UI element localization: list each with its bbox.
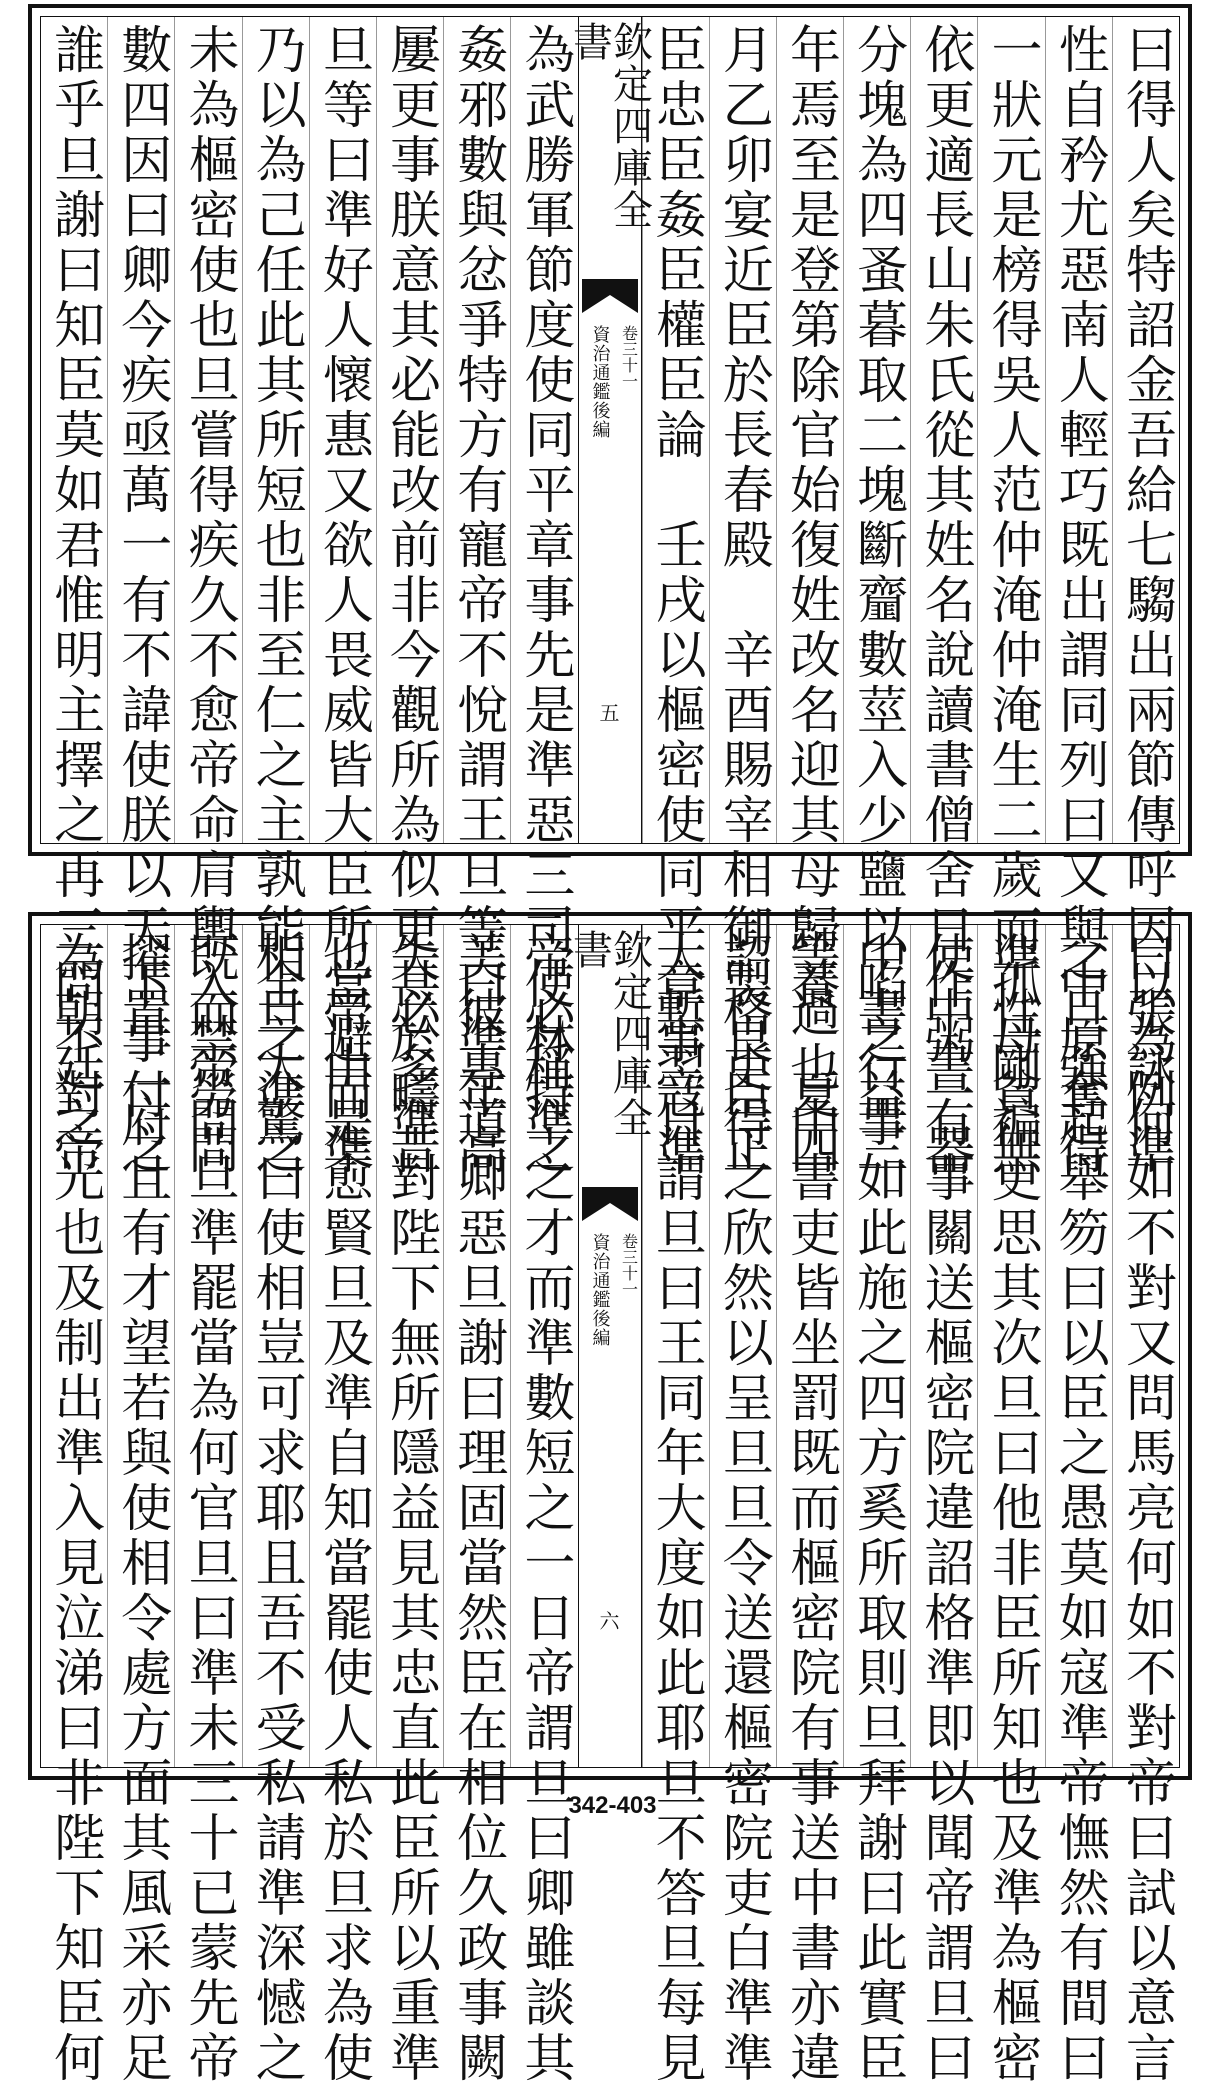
text-column: 也帝由是愈賢旦及準自知當罷使人私於旦求為使 — [309, 925, 376, 1767]
upper-page-frame — [40, 16, 1180, 1178]
leaf-number: 五 — [599, 701, 620, 725]
text-column: 屢更事朕意其必能改前非今觀所為似更甚於疇昔 — [376, 17, 443, 843]
work-title: 資治通鑑後編 — [589, 1233, 611, 1347]
text-column: 年焉至是登第除官始復姓改名迎其母歸養 夏四 — [776, 17, 843, 843]
leaf-number: 六 — [599, 1609, 620, 1633]
text-column: 大慙翌日謂旦曰王同年大度如此耶旦不答旦每見 — [642, 925, 709, 1767]
text-column: 未為樞密使也旦嘗得疾久不愈帝命肩輿入禁勞問 — [174, 17, 241, 843]
text-column: 準性剛褊更思其次旦曰他非臣所知也及準為樞密 — [977, 925, 1044, 1767]
text-column: 一狀元是榜得吳人范仲淹仲淹生二歲而孤母貧無 — [977, 17, 1044, 843]
text-column: 數四因曰卿今疾亟萬一有不諱使朕以天下事付之 — [107, 17, 174, 843]
work-title: 資治通鑑後編 — [589, 325, 611, 439]
text-column: 等過也中書吏皆坐罰既而樞密院有事送中書亦違 — [776, 925, 843, 1767]
book-title: 欽定四庫全書 — [566, 21, 653, 231]
text-column: 中書行事如此施之四方奚所取則旦拜謝曰此實臣 — [843, 925, 910, 1767]
text-column: 為朝廷之光也及制出準入見泣涕曰非陛下知臣何 — [44, 931, 104, 2086]
text-column: 姦邪數與忿爭特方有寵帝不悅謂王旦等曰準年高 — [443, 17, 510, 843]
text-column: 既而帝問旦準罷當為何官旦曰準未三十已蒙先帝 — [174, 925, 241, 1767]
fish-tail-mark-icon — [582, 1187, 638, 1221]
book-title: 欽定四庫全書 — [566, 929, 653, 1139]
juan-number: 卷三十一 — [619, 325, 639, 389]
text-column: 分塊為四蚤暮取二塊斷齏數莖入少鹽以啗之益三 — [843, 17, 910, 843]
text-column: 曰張詠何如不對又問馬亮何如不對帝曰試以意言 — [1112, 925, 1179, 1767]
text-column: 擢置二府且有才望若與使相令處方面其風采亦足 — [107, 925, 174, 1767]
text-column: 使中書有事關送樞密院違詔格準即以聞帝謂旦曰 — [910, 925, 977, 1767]
text-column: 為武勝軍節度使同平章事先是準惡三司使林特之 — [510, 17, 577, 843]
upper-page-columns — [41, 17, 1179, 1178]
text-column: 帝必稱準之才而準數短之一日帝謂旦曰卿雖談其 — [510, 925, 577, 1767]
text-column: 依更適長山朱氏從其姓名說讀書僧舍日作粥一器 — [910, 17, 977, 843]
text-column: 之旦強起舉笏曰以臣之愚莫如寇準帝憮然有間曰 — [1045, 925, 1112, 1767]
center-fold-column — [566, 925, 653, 1767]
upper-page — [28, 4, 1192, 1178]
text-column: 詔格吏得之欣然以呈旦旦令送還樞密院吏白準準 — [709, 925, 776, 1767]
page-code: 342-403 — [568, 1792, 657, 1819]
text-column: 性自矜尤惡南人輕巧既出謂同列曰又與中原奪得 — [1045, 17, 1112, 843]
text-column: 乃以為己任此其所短也非至仁之主孰能全之準之 — [242, 17, 309, 843]
text-column: 曰得人矣特詔金吾給七騶出兩節傳呼因以為例準 — [1112, 17, 1179, 843]
juan-number: 卷三十一 — [619, 1233, 639, 1297]
text-column: 誰乎旦謝曰知臣莫如君惟明主擇之再三問不對帝 — [44, 23, 104, 1178]
text-column: 失必多準對陛下無所隱益見其忠直此臣所以重準 — [376, 925, 443, 1767]
text-column: 臣忠臣姦臣權臣論 壬戌以樞密使同平章事寇準 — [642, 17, 709, 843]
text-column: 相旦大驚曰使相豈可求耶且吾不受私請準深憾之 — [242, 925, 309, 1767]
fish-tail-mark-icon — [582, 279, 638, 313]
text-column: 美彼專道卿惡旦謝曰理固當然臣在相位久政事闕 — [443, 925, 510, 1767]
text-column: 月乙卯宴近臣於長春殿 辛酉賜宰相御製良臣正 — [709, 17, 776, 843]
text-column: 旦等曰準好人懷惠又欲人畏威皆大臣所當避而準 — [309, 17, 376, 843]
center-fold-column — [566, 17, 653, 843]
